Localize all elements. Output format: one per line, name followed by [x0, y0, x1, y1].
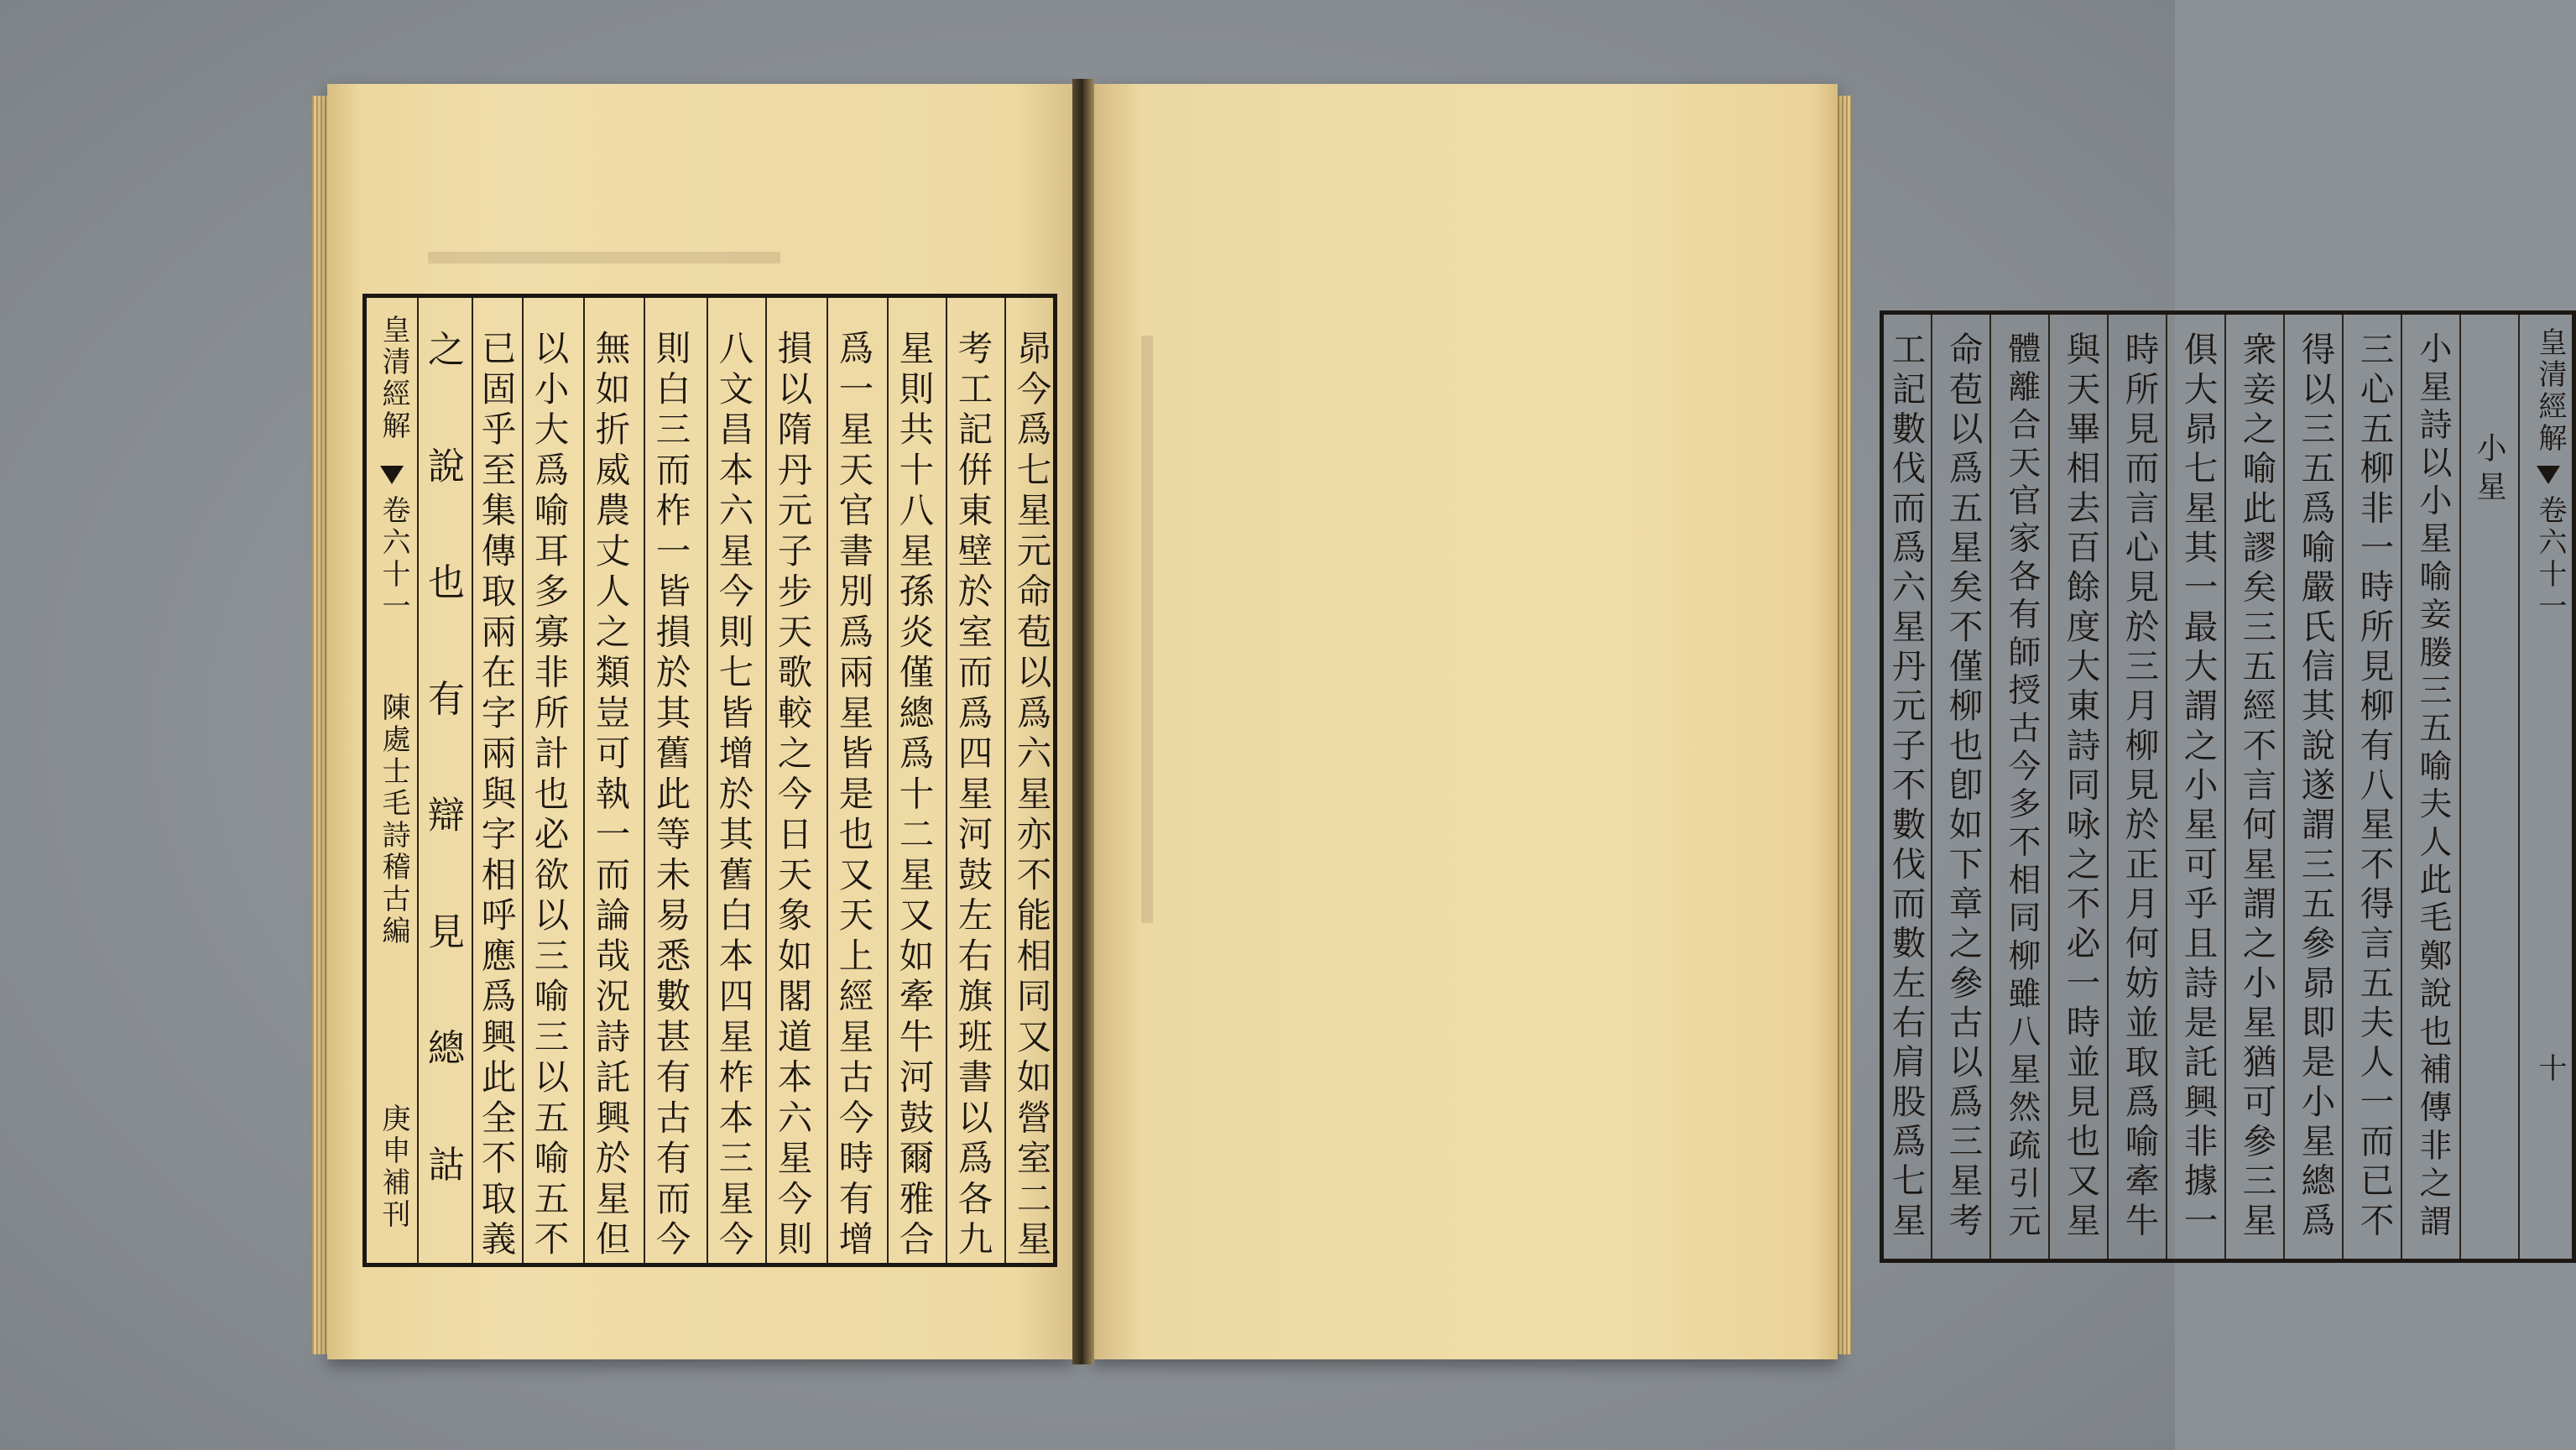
- column-rule: [472, 298, 473, 1263]
- text-column: 考工記倂東壁於室而爲四星河鼓左右旗班書以爲各九: [952, 330, 993, 1261]
- banner-author: 陳處士毛詩稽古編: [377, 692, 410, 947]
- column-rule: [1004, 298, 1006, 1263]
- text-column: 已固乎至集傳取兩在字兩與字相呼應爲興此全不取義: [475, 330, 517, 1261]
- column-rule: [644, 298, 645, 1263]
- right-page-frame: [1880, 310, 2576, 1263]
- column-rule: [2166, 315, 2167, 1259]
- column-rule: [417, 298, 419, 1263]
- column-rule: [887, 298, 889, 1263]
- text-column: 命苞以爲五星矣不僅柳也卽如下章之參古以爲三星考: [1942, 331, 1984, 1242]
- banner-volume: 卷六十一: [377, 495, 410, 623]
- banner-title: 皇清經解: [2533, 327, 2567, 455]
- column-rule: [2048, 315, 2050, 1259]
- text-column: 時所見而言心見於三月柳見於正月何妨並取爲喻牽牛: [2119, 331, 2160, 1242]
- left-page-frame: [362, 294, 1057, 1267]
- banner-volume: 卷六十一: [2533, 495, 2567, 623]
- text-column: 得以三五爲喻嚴氏信其說遂謂三五參昴即是小星總爲: [2295, 331, 2336, 1242]
- column-rule: [2342, 315, 2344, 1259]
- banner-folio: 十: [2533, 1053, 2567, 1085]
- text-column: 星則共十八星孫炎僅總爲十二星又如牽牛河鼓爾雅合: [893, 330, 935, 1261]
- text-column: 無如折威農丈人之類豈可執一而論哉況詩託興於星但: [589, 330, 631, 1261]
- column-rule: [1931, 315, 1932, 1259]
- text-column: 爲一星天官書別爲兩星皆是也又天上經星古今時有增: [832, 330, 874, 1261]
- text-column: 損以隋丹元子步天歌較之今日天象如閣道本六星今則: [771, 330, 813, 1261]
- text-column: 以小大爲喻耳多寡非所計也必欲以三喻三以五喻五不: [528, 330, 570, 1261]
- left-page: [327, 84, 1074, 1359]
- column-rule: [2401, 315, 2402, 1259]
- banner-footer: 庚申補刊: [377, 1103, 410, 1231]
- column-rule: [583, 298, 585, 1263]
- section-heading: 小星: [2472, 432, 2506, 509]
- text-column: 與天畢相去百餘度大東詩同咏之不必一時並見也又星: [2060, 331, 2101, 1242]
- column-rule: [2107, 315, 2109, 1259]
- column-rule: [707, 298, 708, 1263]
- fish-tail-mark: [2537, 466, 2560, 484]
- text-column: 體離合天官家各有師授古今多不相同柳雖八星然疏引元: [2002, 331, 2041, 1242]
- bleed-through: [428, 252, 780, 263]
- text-column: 俱大昴七星其一最大謂之小星可乎且詩是託興非據一: [2177, 331, 2219, 1242]
- column-rule: [946, 298, 947, 1263]
- text-column: 衆妾之喻此謬矣三五經不言何星謂之小星猶可參三星: [2236, 331, 2277, 1242]
- text-column: 之說也有辯見總詁: [421, 330, 464, 1261]
- text-column: 工記數伐而爲六星丹元子不數伐而數左右肩股爲七星: [1885, 331, 1927, 1242]
- text-column: 八文昌本六星今則七皆增於其舊白本四星柞本三星今: [712, 330, 754, 1261]
- column-rule: [765, 298, 767, 1263]
- column-rule: [2224, 315, 2226, 1259]
- column-rule: [827, 298, 828, 1263]
- column-rule: [1989, 315, 1991, 1259]
- column-rule: [2283, 315, 2285, 1259]
- text-column: 三心五柳非一時所見柳有八星不得言五夫人一而已不: [2354, 331, 2395, 1242]
- right-page: [1091, 84, 2567, 1359]
- column-rule: [2459, 315, 2461, 1259]
- text-column: 則白三而柞一皆損於其舊此等未易悉數甚有古有而今: [649, 330, 691, 1261]
- banner-title: 皇清經解: [377, 315, 410, 442]
- column-rule: [522, 298, 524, 1263]
- column-rule: [2518, 315, 2520, 1259]
- open-book: [319, 84, 2567, 1368]
- bleed-through: [1141, 336, 1153, 923]
- text-column: 小星詩以小星喻妾媵三五喻夫人此毛鄭說也補傳非之謂: [2413, 331, 2452, 1242]
- book-gutter: [1072, 79, 1094, 1364]
- fish-tail-mark: [380, 466, 404, 484]
- text-column: 昴今爲七星元命苞以爲六星亦不能相同又如營室二星: [1010, 330, 1052, 1261]
